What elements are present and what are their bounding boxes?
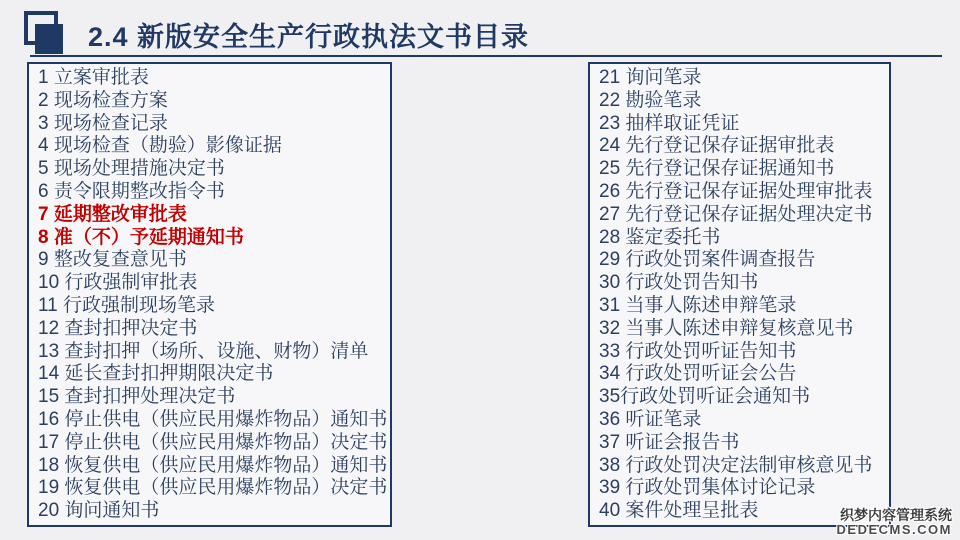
- list-item: 2 现场检查方案: [38, 89, 168, 111]
- list-item: 3 现场检查记录: [38, 112, 168, 134]
- list-item: 24 先行登记保存证据审批表: [599, 135, 835, 157]
- list-item: 1 立案审批表: [38, 67, 149, 88]
- list-item: 5 现场处理措施决定书: [38, 158, 225, 180]
- list-item: 35行政处罚听证会通知书: [599, 386, 811, 408]
- list-item: 16 停止供电（供应民用爆炸物品）通知书: [38, 408, 388, 430]
- list-item-highlighted: 7 延期整改审批表: [38, 203, 187, 225]
- watermark-domain: DEDECMS.COM: [836, 522, 952, 538]
- list-item: 19 恢复供电（供应民用爆炸物品）决定书: [38, 477, 388, 499]
- list-item: 27 先行登记保存证据处理决定书: [599, 203, 873, 225]
- list-item: 34 行政处罚听证会公告: [599, 363, 797, 385]
- list-item: 12 查封扣押决定书: [38, 317, 198, 339]
- list-item: 17 停止供电（供应民用爆炸物品）决定书: [38, 431, 388, 453]
- list-item: 32 当事人陈述申辩复核意见书: [599, 317, 854, 339]
- list-item: 26 先行登记保存证据处理审批表: [599, 180, 873, 202]
- page-title: 2.4 新版安全生产行政执法文书目录: [88, 22, 530, 52]
- document-list-panel-left: [27, 62, 392, 527]
- list-item: 23 抽样取证凭证: [599, 112, 740, 134]
- list-item: 40 案件处理呈批表: [599, 500, 759, 522]
- list-item: 31 当事人陈述申辩笔录: [599, 294, 797, 316]
- list-item: 4 现场检查（勘验）影像证据: [38, 135, 282, 157]
- list-item: 9 整改复查意见书: [38, 249, 187, 271]
- list-item: 6 责令限期整改指令书: [38, 180, 225, 202]
- list-item: 33 行政处罚听证告知书: [599, 340, 797, 362]
- list-item: 10 行政强制审批表: [38, 272, 198, 294]
- list-item: 15 查封扣押处理决定书: [38, 386, 236, 408]
- watermark: [837, 507, 952, 538]
- list-item: 21 询问笔录: [599, 67, 702, 88]
- list-item: 14 延长查封扣押期限决定书: [38, 363, 274, 385]
- list-item: 30 行政处罚告知书: [599, 272, 759, 294]
- pages-icon-filled-square: [35, 24, 63, 54]
- list-item: 38 行政处罚决定法制审核意见书: [599, 454, 873, 476]
- list-item: 25 先行登记保存证据通知书: [599, 158, 835, 180]
- list-item-highlighted: 8 准（不）予延期通知书: [38, 226, 244, 248]
- list-item: 36 听证笔录: [599, 408, 702, 430]
- list-item: 29 行政处罚案件调查报告: [599, 249, 816, 271]
- list-item: 39 行政处罚集体讨论记录: [599, 477, 816, 499]
- list-item: 37 听证会报告书: [599, 431, 740, 453]
- header-underline: [30, 55, 942, 57]
- list-item: 22 勘验笔录: [599, 89, 702, 111]
- list-item: 11 行政强制现场笔录: [38, 294, 216, 316]
- list-item: 20 询问通知书: [38, 500, 160, 522]
- document-list-panel-right: [588, 62, 891, 527]
- watermark-cms-name: 织梦内容管理系统: [840, 506, 952, 523]
- list-item: 18 恢复供电（供应民用爆炸物品）通知书: [38, 454, 388, 476]
- list-item: 13 查封扣押（场所、设施、财物）清单: [38, 340, 369, 362]
- list-item: 28 鉴定委托书: [599, 226, 721, 248]
